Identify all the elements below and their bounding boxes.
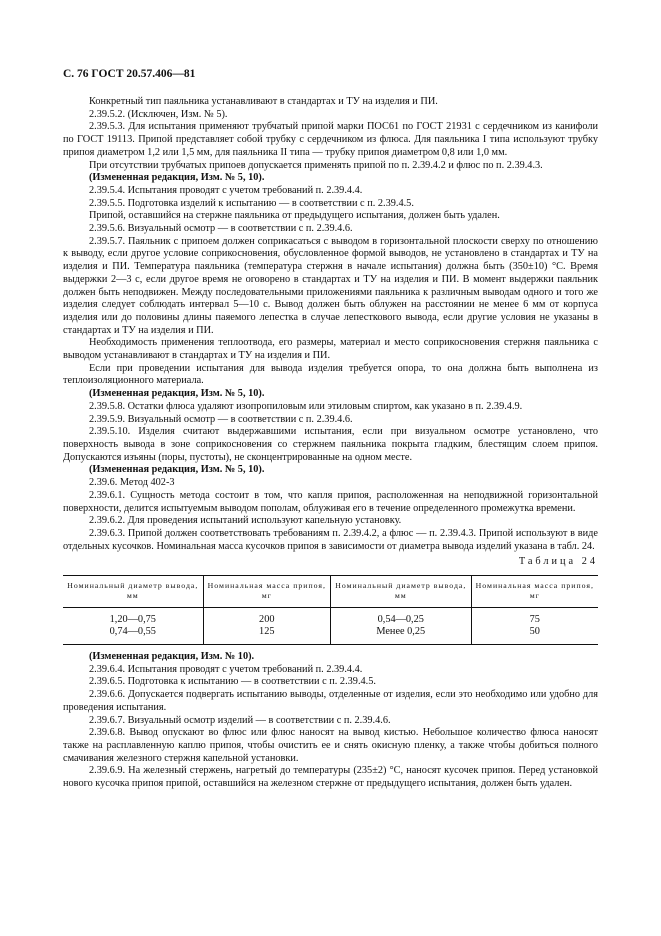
paragraph: 2.39.5.6. Визуальный осмотр — в соответствии с п. 2.39.4.6. bbox=[89, 223, 353, 235]
section-text-before-table bbox=[63, 96, 598, 553]
table-header-cell: Номинальный диаметр вывода, мм bbox=[63, 576, 203, 608]
paragraph: Припой, оставшийся на стержне паяльника от предыдущего испытания, должен быть удален. bbox=[89, 210, 500, 222]
paragraph: Конкретный тип паяльника устанавливают в стандартах и ТУ на изделия и ПИ. bbox=[89, 96, 438, 107]
paragraph: 2.39.5.8. Остатки флюса удаляют изопропиловым или этиловым спиртом, как указано в п. 2.39.4.9. bbox=[89, 400, 523, 412]
paragraph: 2.39.6.3. Припой должен соответствовать требованиям п. 2.39.4.2, а флюс — п. 2.39.4.3. Припой используют в виде отдельных кусочков. Номинальная масса кусочков припоя в зависимости от диаметра вывода изделий указана в табл. 24. bbox=[63, 527, 598, 552]
paragraph: 2.39.6.4. Испытания проводят с учетом требований п. 2.39.4.4. bbox=[89, 663, 363, 675]
paragraph: Если при проведении испытания для вывода изделия требуется опора, то она должна быть выполнена из теплоизоляционного материала. bbox=[63, 362, 598, 387]
amendment-note: (Измененная редакция, Изм. № 5, 10). bbox=[89, 172, 265, 184]
table-cell: 50 bbox=[471, 626, 598, 645]
amendment-note: (Измененная редакция, Изм. № 5, 10). bbox=[89, 388, 265, 400]
paragraph: 2.39.6.7. Визуальный осмотр изделий — в соответствии с п. 2.39.4.6. bbox=[89, 714, 391, 726]
page-header: С. 76 ГОСТ 20.57.406—81 bbox=[63, 68, 196, 80]
table-cell: 125 bbox=[203, 626, 330, 645]
paragraph: 2.39.5.9. Визуальный осмотр — в соответствии с п. 2.39.4.6. bbox=[89, 413, 353, 425]
paragraph: 2.39.6.8. Вывод опускают во флюс или флюс наносят на вывод кистью. Небольшое количество флюса наносят также на расплавленную каплю припоя, чтобы очистить ее и снять окисную пленку, а также чтобы добиться полного смачивания железного стержня капельной установки. bbox=[63, 727, 598, 764]
table-header-cell: Номинальная масса припоя, мг bbox=[471, 576, 598, 608]
amendment-note: (Измененная редакция, Изм. № 5, 10). bbox=[89, 464, 265, 476]
table-cell: 1,20—0,75 bbox=[109, 614, 156, 626]
table-body bbox=[63, 608, 598, 645]
table-cell: 0,54—0,25 bbox=[330, 608, 471, 627]
table-header-cell: Номинальный диаметр вывода, мм bbox=[330, 576, 471, 608]
amendment-note: (Измененная редакция, Изм. № 10). bbox=[89, 651, 255, 663]
paragraph: 2.39.5.4. Испытания проводят с учетом требований п. 2.39.4.4. bbox=[89, 184, 363, 196]
table-24 bbox=[63, 575, 598, 645]
paragraph: 2.39.5.10. Изделия считают выдержавшими испытания, если при визуальном осмотре установлено, что поверхность вывода в зоне соприкосновения со стержнем паяльника покрыта гладким, блестящим слоем припоя. Допускаются изъяны (поры, пустоты), не сконцентрированные на одном месте. bbox=[63, 426, 598, 463]
paragraph: 2.39.5.3. Для испытания применяют трубчатый припой марки ПОС61 по ГОСТ 21931 с сердечником из канифоли по ГОСТ 19113. Припой представляет собой трубку с сердечником из флюса. Для паяльника I типа используют трубку припоя диаметром 1,2 или 1,5 мм, для паяльника II типа — трубку припоя диаметром 0,8 или 1,0 мм. bbox=[63, 121, 598, 158]
table-header-cell: Номинальная масса припоя, мг bbox=[203, 576, 330, 608]
paragraph: 2.39.6.2. Для проведения испытаний используют капельную установку. bbox=[89, 515, 402, 527]
table-cell: 200 bbox=[203, 608, 330, 627]
paragraph: 2.39.5.2. (Исключен, Изм. № 5). bbox=[89, 108, 228, 120]
table-cell: Менее 0,25 bbox=[330, 626, 471, 645]
paragraph: При отсутствии трубчатых припоев допускается применять припой по п. 2.39.4.2 и флюс по п. 2.39.4.3. bbox=[89, 159, 543, 171]
paragraph: 2.39.5.7. Паяльник с припоем должен соприкасаться с выводом в горизонтальной плоскости сверху по отношению к выводу, если другое условие соприкосновения, обусловленное формой выводов, не установлено в стандартах и ТУ на изделия и ПИ. Температура паяльника (температура стержня в начале испытания) должна быть (350±10) °С. Время выдержки 2—3 с, если другое время не оговорено в стандартах и ТУ на изделия и ПИ. В момент выдержки паяльник должен быть неподвижен. Между последовательными приложениями паяльника к различным выводам одного и того же изделия следует соблюдать интервал 5—10 с. Вывод должен быть облужен на расстоянии не менее 6 мм от корпуса изделия или до половины длины паяемого лепестка в случае лепесткового вывода, если другие условия не указаны в стандартах и ТУ на изделия и ПИ. bbox=[63, 235, 598, 336]
paragraph: Необходимость применения теплоотвода, его размеры, материал и место соприкосновения стержня паяльника с выводом устанавливают в стандартах и ТУ на изделия и ПИ. bbox=[63, 337, 598, 362]
document-body bbox=[63, 96, 598, 791]
table-caption: Таблица 24 bbox=[518, 556, 598, 568]
paragraph: 2.39.6.9. На железный стержень, нагретый до температуры (235±2) °С, наносят кусочек припоя. Перед установкой нового кусочка припоя припой, оставшийся на железном стержне от предыдущего испытания, должен быть удален. bbox=[63, 765, 598, 790]
table-row bbox=[63, 626, 598, 645]
paragraph: 2.39.6.5. Подготовка к испытанию — в соответствии с п. 2.39.4.5. bbox=[89, 676, 376, 688]
paragraph: 2.39.5.5. Подготовка изделий к испытанию — в соответствии с п. 2.39.4.5. bbox=[89, 197, 414, 209]
table-cell: 75 bbox=[471, 608, 598, 627]
paragraph: 2.39.6.6. Допускается подвергать испытанию выводы, отделенные от изделия, если это необходимо или удобно для проведения испытания. bbox=[63, 689, 598, 713]
section-text-after-table bbox=[63, 651, 598, 791]
table-header-row bbox=[63, 576, 598, 608]
paragraph: 2.39.6. Метод 402-3 bbox=[89, 477, 175, 489]
paragraph: 2.39.6.1. Сущность метода состоит в том, что капля припоя, расположенная на неподвижной горизонтальной поверхности, делится испытуемым выводом пополам, облуживая его в течение определенного промежутка времени. bbox=[63, 489, 598, 514]
table-cell: 0,74—0,55 bbox=[63, 626, 203, 645]
table-row bbox=[63, 608, 598, 627]
